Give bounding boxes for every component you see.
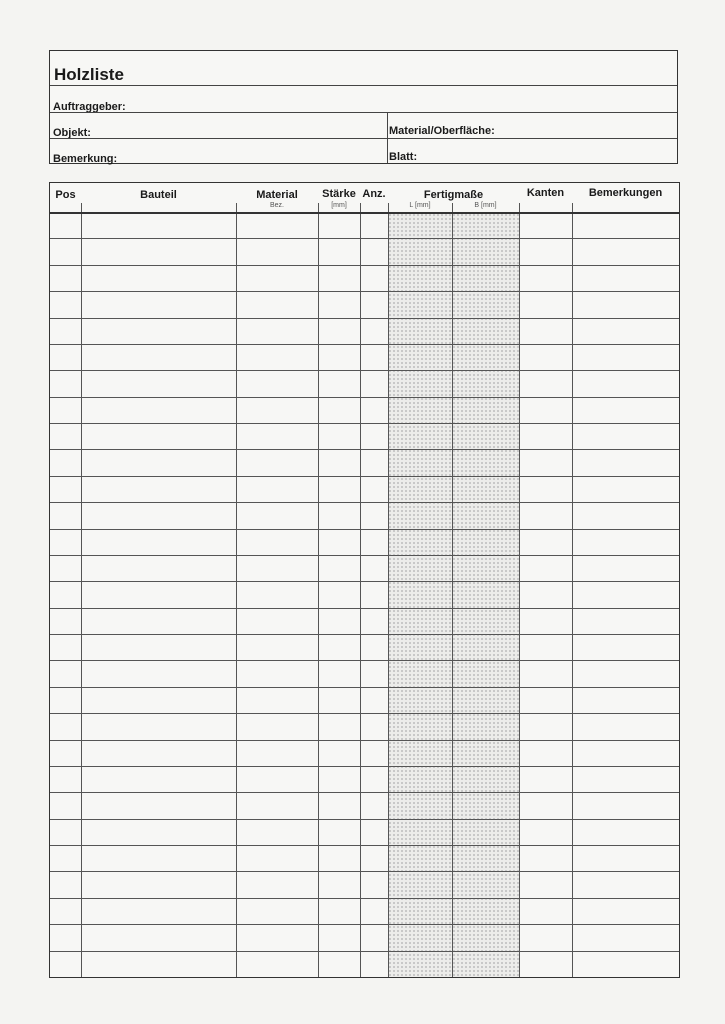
table-row-divider bbox=[50, 265, 679, 266]
table-row-divider bbox=[50, 634, 679, 635]
table-row-divider bbox=[50, 608, 679, 609]
table-row-divider bbox=[50, 951, 679, 952]
column-sub-bez: Bez. bbox=[269, 202, 284, 209]
column-header-fertigmasse: Fertigmaße bbox=[423, 189, 484, 201]
table-row-divider bbox=[50, 660, 679, 661]
table-row-divider bbox=[50, 792, 679, 793]
table-row-divider bbox=[50, 423, 679, 424]
table-row-divider bbox=[50, 555, 679, 556]
column-sub-breite: B [mm] bbox=[474, 202, 497, 209]
table-row-divider bbox=[50, 766, 679, 767]
column-divider bbox=[81, 203, 82, 977]
table-row-divider bbox=[50, 819, 679, 820]
column-divider bbox=[318, 203, 319, 977]
bemerkung-label: Bemerkung: bbox=[53, 153, 118, 165]
holzliste-table bbox=[49, 182, 680, 978]
material-oberflaeche-label: Material/Oberfläche: bbox=[389, 125, 495, 137]
table-row-divider bbox=[50, 845, 679, 846]
table-row-divider bbox=[50, 318, 679, 319]
table-row-divider bbox=[50, 581, 679, 582]
column-divider bbox=[388, 203, 389, 977]
column-divider bbox=[452, 203, 453, 977]
page-title: Holzliste bbox=[54, 65, 124, 84]
column-sub-laenge: L [mm] bbox=[409, 202, 431, 209]
blatt-label: Blatt: bbox=[389, 151, 418, 163]
table-row-divider bbox=[50, 476, 679, 477]
table-row-divider bbox=[50, 291, 679, 292]
table-row-divider bbox=[50, 397, 679, 398]
header-divider bbox=[50, 138, 677, 139]
table-row-divider bbox=[50, 713, 679, 714]
auftraggeber-label: Auftraggeber: bbox=[53, 101, 126, 113]
table-row-divider bbox=[50, 344, 679, 345]
table-row-divider bbox=[50, 740, 679, 741]
table-row-divider bbox=[50, 449, 679, 450]
column-sub-staerke-mm: [mm] bbox=[331, 202, 347, 209]
objekt-label: Objekt: bbox=[53, 127, 91, 139]
column-header-kanten: Kanten bbox=[526, 187, 565, 199]
fertigmasse-shaded-area bbox=[388, 213, 519, 977]
column-divider bbox=[236, 203, 237, 977]
column-divider bbox=[519, 203, 520, 977]
column-header-bemerkungen: Bemerkungen bbox=[588, 187, 663, 199]
header-separator bbox=[50, 212, 679, 214]
table-row-divider bbox=[50, 924, 679, 925]
table-row-divider bbox=[50, 529, 679, 530]
column-header-bauteil: Bauteil bbox=[140, 189, 177, 201]
column-header-pos: Pos bbox=[55, 189, 76, 201]
table-row-divider bbox=[50, 687, 679, 688]
header-divider bbox=[50, 112, 677, 113]
table-row-divider bbox=[50, 502, 679, 503]
column-header-material: Material bbox=[256, 189, 298, 201]
column-header-anz: Anz. bbox=[362, 188, 386, 200]
header-divider bbox=[50, 85, 677, 86]
header-box bbox=[49, 50, 678, 164]
table-row-divider bbox=[50, 370, 679, 371]
table-row-divider bbox=[50, 898, 679, 899]
header-column-divider bbox=[387, 112, 388, 163]
column-divider bbox=[360, 203, 361, 977]
column-header-staerke: Stärke bbox=[322, 188, 356, 200]
column-divider bbox=[572, 203, 573, 977]
table-row-divider bbox=[50, 238, 679, 239]
table-row-divider bbox=[50, 871, 679, 872]
